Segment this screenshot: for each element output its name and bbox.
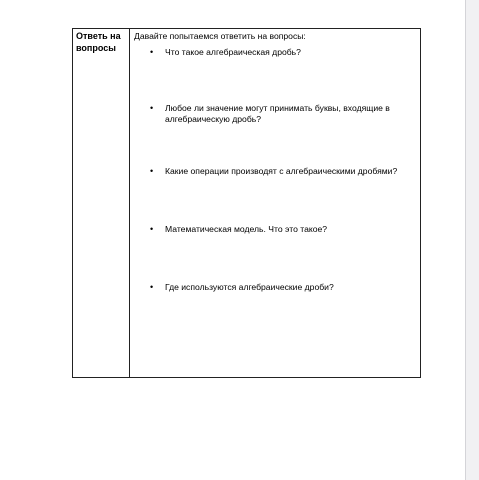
bullet-icon: • xyxy=(150,282,154,292)
table-row xyxy=(73,29,421,378)
bullet-icon: • xyxy=(150,103,154,113)
bullet-icon: • xyxy=(150,47,154,57)
bullet-icon: • xyxy=(150,224,154,234)
question-text: Любое ли значение могут принимать буквы, входящие в алгебраическую дробь? xyxy=(165,103,390,124)
intro-text: Давайте попытаемся ответить на вопросы: xyxy=(134,31,306,41)
list-item xyxy=(134,47,420,58)
scroll-edge xyxy=(465,0,479,480)
question-list xyxy=(134,47,420,293)
bullet-icon: • xyxy=(150,166,154,176)
list-item xyxy=(134,103,420,125)
question-text: Математическая модель. Что это такое? xyxy=(165,224,328,234)
list-item xyxy=(134,224,420,235)
question-text: Какие операции производят с алгебраическими дробями? xyxy=(165,166,398,176)
content-cell xyxy=(130,29,421,378)
qa-table xyxy=(72,28,421,378)
row-label: Ответь на вопросы xyxy=(76,31,121,53)
question-text: Что такое алгебраическая дробь? xyxy=(165,47,301,57)
list-item xyxy=(134,166,420,177)
question-text: Где используются алгебраические дроби? xyxy=(165,282,334,292)
row-label-cell xyxy=(73,29,130,378)
list-item xyxy=(134,282,420,293)
